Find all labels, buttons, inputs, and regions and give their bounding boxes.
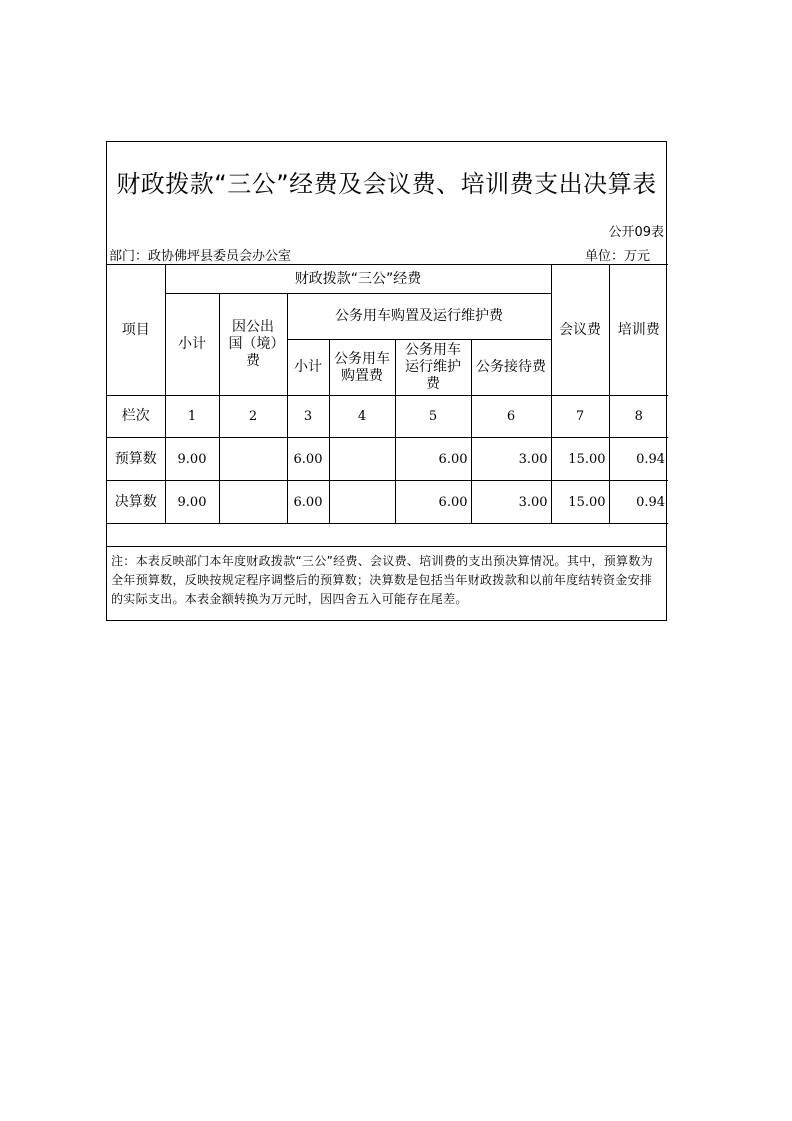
- table-row: [107, 481, 668, 524]
- report-title: 财政拨款“三公”经费及会议费、培训费支出决算表: [116, 170, 657, 198]
- header-abroad: 因公出国（境）费: [219, 294, 287, 396]
- cell-training: 0.94: [609, 481, 668, 524]
- header-reception: 公务接待费: [471, 340, 551, 396]
- cell-vehicle-purchase: [329, 438, 395, 481]
- unit-label: 单位：万元: [584, 249, 650, 264]
- header-vehicle: 公务用车购置及运行维护费: [287, 294, 551, 340]
- cell-abroad: [219, 438, 287, 481]
- header-row-1: [107, 265, 668, 294]
- cell-training: 0.94: [609, 438, 668, 481]
- column-number: 2: [219, 396, 287, 438]
- row-label-budget: 预算数: [107, 438, 165, 481]
- column-number: 5: [395, 396, 471, 438]
- column-number: 4: [329, 396, 395, 438]
- form-number: 公开09表: [608, 225, 664, 240]
- cell-vehicle-purchase: [329, 481, 395, 524]
- header-subtotal: 小计: [165, 294, 219, 396]
- header-meeting: 会议费: [551, 265, 609, 396]
- cell-meeting: 15.00: [551, 438, 609, 481]
- header-vehicle-purchase: 公务用车购置费: [329, 340, 395, 396]
- row-label-final: 决算数: [107, 481, 165, 524]
- header-training: 培训费: [609, 265, 668, 396]
- header-vehicle-subtotal: 小计: [287, 340, 329, 396]
- cell-meeting: 15.00: [551, 481, 609, 524]
- cell-reception: 3.00: [471, 481, 551, 524]
- column-number: 3: [287, 396, 329, 438]
- cell-vehicle-subtotal: 6.00: [287, 481, 329, 524]
- report-frame: [106, 141, 667, 621]
- header-sangong: 财政拨款“三公”经费: [165, 265, 551, 294]
- column-number: 8: [609, 396, 668, 438]
- footnote: 注：本表反映部门本年度财政拨款“三公”经费、会议费、培训费的支出预决算情况。其中，预算数为全年预算数，反映按规定程序调整后的预算数；决算数是包括当年财政拨款和以前年度结转资金安排的实际支出。本表金额转换为万元时，因四舍五入可能存在尾差。: [107, 546, 666, 621]
- cell-vehicle-maint: 6.00: [395, 481, 471, 524]
- cell-subtotal: 9.00: [165, 481, 219, 524]
- expenditure-table-wrap: [107, 264, 666, 524]
- header-vehicle-maint: 公务用车运行维护费: [395, 340, 471, 396]
- cell-subtotal: 9.00: [165, 438, 219, 481]
- department-label: 部门：政协佛坪县委员会办公室: [109, 249, 292, 264]
- cell-vehicle-maint: 6.00: [395, 438, 471, 481]
- column-number: 1: [165, 396, 219, 438]
- header-item: 项目: [107, 265, 165, 396]
- column-number: 7: [551, 396, 609, 438]
- column-row-label: 栏次: [107, 396, 165, 438]
- cell-vehicle-subtotal: 6.00: [287, 438, 329, 481]
- table-row: [107, 438, 668, 481]
- expenditure-table: [107, 264, 668, 524]
- column-number: 6: [471, 396, 551, 438]
- cell-abroad: [219, 481, 287, 524]
- cell-reception: 3.00: [471, 438, 551, 481]
- column-number-row: [107, 396, 668, 438]
